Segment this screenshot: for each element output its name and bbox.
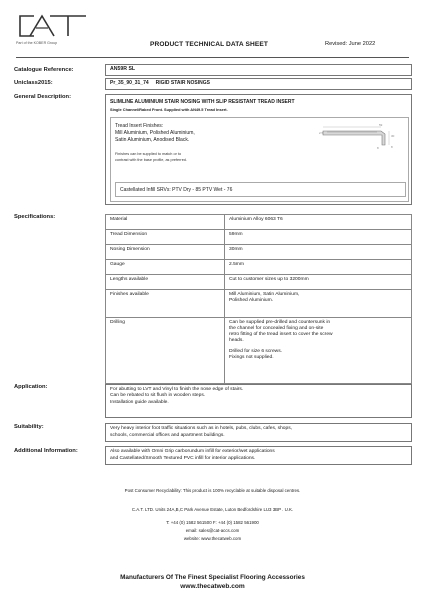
spec-key: Lengths available xyxy=(106,275,225,290)
spec-value: 30mm xyxy=(225,245,412,260)
footer-tagline: Manufacturers Of The Finest Specialist Flooring Accessories xyxy=(120,574,305,581)
company-address: C.A.T. LTD. Units 24A,B,C Park Avenue Estate, Luton Bedfordshire LU3 3BP . U.K. xyxy=(131,507,294,512)
company-logo xyxy=(16,12,88,48)
spec-key: Nosing Dimension xyxy=(106,245,225,260)
spec-key: Material xyxy=(106,215,225,230)
uniclass-label: Uniclass2015: xyxy=(14,80,53,86)
spec-value: Aluminium Alloy 6063 T6 xyxy=(225,215,412,230)
application-box xyxy=(105,384,412,418)
suitability-line: Very heavy interior foot traffic situations such as in hotels, pubs, clubs, cafes, shops, xyxy=(110,426,293,431)
suitability-box xyxy=(105,423,412,442)
general-description-label: General Description: xyxy=(14,94,72,100)
catalogue-label: Catalogue Reference: xyxy=(14,67,74,73)
revised-date: Revised: June 2022 xyxy=(325,41,376,47)
company-website[interactable]: website: www.thecatweb.com xyxy=(183,536,242,541)
uniclass-value: Pr_35_90_31_74 RIGID STAIR NOSINGS xyxy=(105,78,412,90)
spec-value-line: Polished Aluminium. xyxy=(229,298,274,303)
table-row xyxy=(106,215,412,230)
general-description-box xyxy=(105,94,412,205)
spec-value-line: Fixings not supplied. xyxy=(229,355,274,360)
company-email[interactable]: email: sales@cat-accs.com xyxy=(185,528,240,533)
spec-key: Finishes available xyxy=(106,290,225,318)
finishes-box xyxy=(110,117,409,202)
spec-value xyxy=(225,290,412,318)
suitability-label: Suitability: xyxy=(14,424,44,430)
recyclability-note: Post Consumer Recyclability: This product is 100% recyclable at suitable disposal centres. xyxy=(124,488,301,493)
dim-label: 2.5 xyxy=(319,131,324,135)
spec-key: Gauge xyxy=(106,260,225,275)
application-line: Can be rebated to sit flush in wooden steps. xyxy=(110,393,206,399)
additional-line: Also available with Omni Grip carborundum infill for exterior/wet applications xyxy=(110,449,275,454)
finish-note: contrast with the base profile, as preferred. xyxy=(115,158,187,162)
dim-label: 8 xyxy=(391,145,393,149)
srv-ratings: Castellated Infill SRVs: PTV Dry - 85 PTV Wet - 76 xyxy=(115,182,406,197)
application-line: For abutting to LVT and Vinyl to finish the nose edge of stairs. xyxy=(110,387,244,392)
finish-note: Finishes can be supplied to match or to xyxy=(115,152,182,156)
spec-value-line: Mill Aluminium, Satin Aluminium, xyxy=(229,292,300,297)
spec-key: Tread Dimension xyxy=(106,230,225,245)
insert-finishes-line: Mill Aluminium, Polished Aluminium, xyxy=(115,130,195,136)
cat-logo-icon xyxy=(16,12,88,40)
table-row xyxy=(106,230,412,245)
spec-value-line: Drilled for size 6 screws. xyxy=(229,349,282,354)
table-row xyxy=(106,318,412,384)
suitability-line: schools, commercial offices and apartment buildings. xyxy=(110,432,225,438)
table-row xyxy=(106,260,412,275)
specifications-label: Specifications: xyxy=(14,214,56,220)
page-title: PRODUCT TECHNICAL DATA SHEET xyxy=(150,41,268,48)
spec-value: Cut to customer sizes up to 3200mm xyxy=(225,275,412,290)
specifications-table xyxy=(105,214,412,384)
description-sub: Single Channel/Raked Front. Supplied with AN49.5 Tread Insert. xyxy=(110,107,228,112)
table-row xyxy=(106,245,412,260)
dim-label: 30 xyxy=(391,134,395,138)
additional-line: and Castellated/Smooth Textured PVC infill for interior applications. xyxy=(110,455,256,461)
spec-value-line: retro fitting of the tread insert to cover the screw xyxy=(229,332,333,337)
spec-value-line: heads. xyxy=(229,338,244,343)
spec-value xyxy=(225,318,412,384)
spec-value-line: Can be supplied pre-drilled and countersunk in xyxy=(229,320,331,325)
application-label: Application: xyxy=(14,384,48,390)
insert-finishes-title: Tread Insert Finishes: xyxy=(115,123,164,129)
table-row xyxy=(106,275,412,290)
dim-label: 59 xyxy=(379,123,383,127)
header-divider xyxy=(16,57,409,58)
application-line: Installation guide available. xyxy=(110,399,169,405)
footer-website-link[interactable]: www.thecatweb.com xyxy=(180,583,245,590)
spec-value: 59mm xyxy=(225,230,412,245)
table-row xyxy=(106,290,412,318)
spec-value: 2.5mm xyxy=(225,260,412,275)
catalogue-value: AN59R SL xyxy=(105,64,412,76)
description-main: SLIMLINE ALUMINIUM STAIR NOSING WITH SLIP RESISTANT TREAD INSERT xyxy=(110,99,295,105)
company-phone: T: +44 (0) 1582 561500 F: +44 (0) 1582 561900 xyxy=(166,520,259,525)
spec-key: Drilling xyxy=(106,318,225,384)
spec-value-line: the channel for concealed fixing and on-site xyxy=(229,326,324,331)
insert-finishes-line: Satin Aluminium, Anodised Black. xyxy=(115,137,190,143)
additional-info-label: Additional Information: xyxy=(14,448,78,454)
dim-label: 8 xyxy=(377,146,379,150)
logo-tagline: Part of the KOBER Group xyxy=(16,41,58,45)
profile-drawing-icon xyxy=(319,121,401,151)
additional-info-box xyxy=(105,446,412,465)
